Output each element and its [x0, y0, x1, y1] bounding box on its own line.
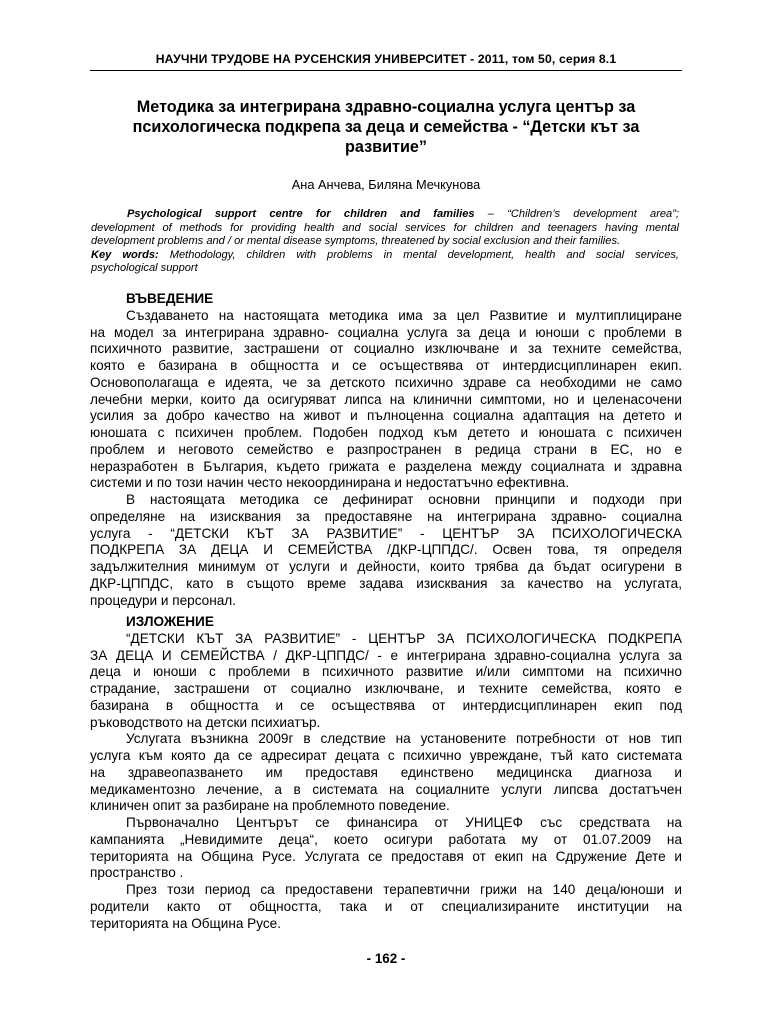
body-line: задължителния минимум от услуги и дейности, които трябва да бъдат осигурени в: [90, 559, 682, 574]
body-line: психичното развитие, застрашени от социално изключване и за техните семейства,: [90, 341, 682, 357]
body-line: която е базирана в общността и се осъществява от интердисциплинарен екип.: [90, 358, 682, 373]
body-line: В настоящата методика се дефинират основни принципи и подходи при: [126, 492, 682, 507]
header-rule: [90, 70, 682, 71]
keywords-line: [91, 249, 679, 263]
keywords-label: Key words:: [91, 248, 159, 261]
body-line: медикаментозно лечение, а в системата на социалните услуги липсва достатъчен: [90, 781, 682, 797]
body-line: пространство .: [90, 865, 184, 881]
body-line: лечебни мерки, които да осигуряват липса на клинични симптоми, но и целенасочени: [90, 391, 682, 407]
keywords-text: Methodology, children with problems in mental development, health and social services,: [158, 248, 680, 261]
body-line: юношата с психичен проблем. Подобен подход към детето и юношата с психичен: [90, 425, 682, 440]
section-introduction: [90, 291, 682, 609]
body-line: системи и по този начин често некоординирана и недостатъчно ефективна.: [90, 475, 570, 491]
body-line: територията на Община Русе.: [90, 915, 282, 931]
body-line: “ДЕТСКИ КЪТ ЗА РАЗВИТИЕ” - ЦЕНТЪР ЗА ПСИХОЛОГИЧЕСКА ПОДКРЕПА: [126, 630, 682, 646]
keywords-line: psychological support: [91, 262, 198, 275]
abstract-subtitle: – “Children’s development area”;: [474, 208, 680, 220]
section-exposition: [90, 614, 682, 932]
abstract: [91, 208, 679, 276]
body-line: ръководството на детски психиатър.: [90, 714, 321, 730]
body-line: кампанията „Невидимите деца“, което осигури работата му от 01.07.2009 на: [90, 831, 682, 847]
abstract-line: development of methods for providing health and social services for children and teenagers having mental: [91, 221, 679, 234]
body-line: проблем и неговото семейство е разпространен в редица страни в ЕС, но е: [90, 441, 682, 457]
section-heading: ВЪВЕДЕНИЕ: [126, 291, 214, 306]
paper-title: [90, 97, 682, 157]
body-line: базирана в общността и се осъществява от интердисциплинарен екип под: [90, 697, 682, 713]
body-line: на здравеопазването им предоставя единствено медицинска диагноза и: [90, 764, 682, 780]
body-line: територията на Община Русе. Услугата се предоставя от екип на Сдружение Дете и: [90, 848, 682, 864]
body-line: ЗА ДЕЦА И СЕМЕЙСТВА / ДКР-ЦППДС/ - е интегрирана здравно-социална услуга за: [90, 647, 682, 663]
body-line: Създаването на настоящата методика има за цел Развитие и мултиплициране: [126, 307, 682, 323]
body-line: родители както от общността, така и от специализираните институции на: [90, 898, 682, 914]
body-line: Първоначално Центърът се финансира от УНИЦЕФ със средствата на: [126, 815, 682, 830]
body-line: услуга към която да се адресират децата с психично увреждане, тъй като системата: [90, 748, 682, 763]
body-line: на модел за интегрирана здравно- социална услуга за деца и юноши с проблеми в: [90, 324, 682, 340]
page-number: - 162 -: [366, 951, 406, 966]
body-line: определяне на изисквания за предоставяне на интегрирана здравно- социална: [90, 508, 682, 524]
body-line: Основополагаща е идеята, че за детското психично здраве са необходими не само: [90, 374, 682, 390]
body-line: клиничен опит за разбиране на проблемното поведение.: [90, 798, 450, 814]
running-header: НАУЧНИ ТРУДОВЕ НА РУСЕНСКИЯ УНИВЕРСИТЕТ - 2011, том 50, серия 8.1: [155, 52, 617, 66]
section-heading: ИЗЛОЖЕНИЕ: [126, 614, 214, 629]
body-line: процедури и персонал.: [90, 592, 237, 608]
authors: Ана Анчева, Биляна Мечкунова: [291, 177, 481, 192]
body-line: През този период са предоставени терапевтични грижи на 140 деца/юноши и: [126, 882, 682, 897]
body-line: Услугата възникна 2009г в следствие на установените потребности от нов тип: [126, 731, 682, 747]
body-line: страдание, застрашени от социално изключване, и техните семейства, която е: [90, 681, 682, 696]
title-line: психологическа подкрепа за деца и семейства - “Детски кът за: [132, 118, 640, 136]
body-line: ПОДКРЕПА ЗА ДЕЦА И СЕМЕЙСТВА /ДКР-ЦППДС/. Освен това, тя определя: [90, 542, 682, 558]
body-line: неразработен в България, където грижата е разделена между социалната и здравна: [90, 458, 682, 474]
body-line: услуга - “ДЕТСКИ КЪТ ЗА РАЗВИТИЕ” - ЦЕНТЪР ЗА ПСИХОЛОГИЧЕСКА: [90, 525, 682, 541]
title-line: развитие”: [344, 138, 427, 156]
abstract-title: Psychological support centre for children and families: [127, 208, 475, 220]
body-line: ДКР-ЦППДС, като в същото време задава изисквания за качество на услугата,: [90, 575, 682, 591]
body-line: усилия за добро качество на живот и пълноценна социална адаптация на детето и: [90, 408, 682, 424]
abstract-line: development problems and / or mental disease symptoms, threatened by social exclusion and their families.: [91, 235, 621, 248]
abstract-line: [91, 208, 679, 222]
title-line: Методика за интегрирана здравно-социална услуга център за: [136, 98, 636, 116]
body-line: деца и юноши с проблеми в психичното развитие и/или симптоми на психично: [90, 664, 682, 680]
